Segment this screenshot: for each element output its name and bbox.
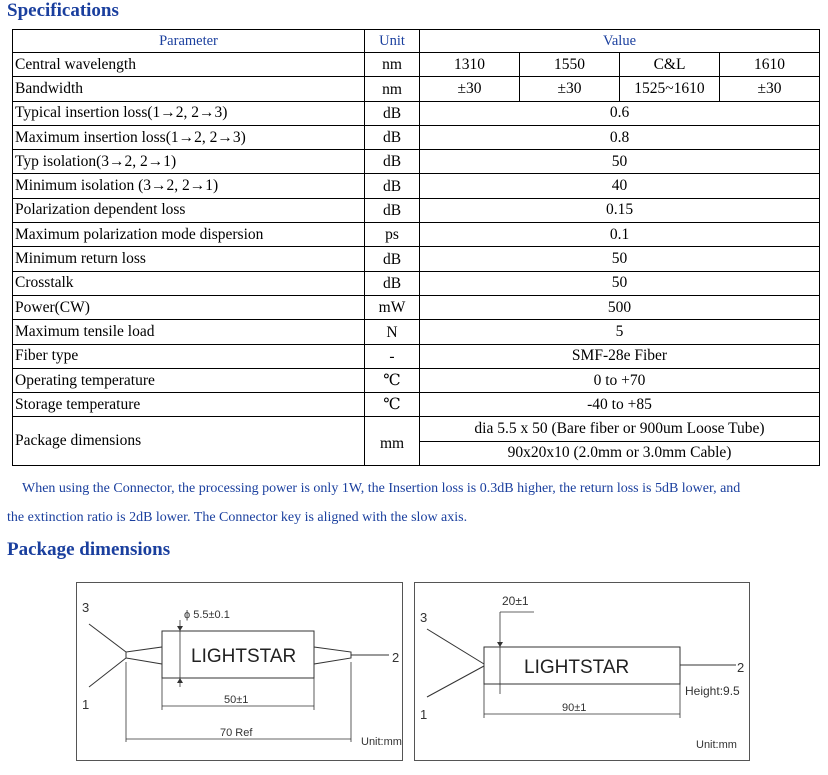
parameter-value: dia 5.5 x 50 (Bare fiber or 900um Loose Tube) [420,417,820,441]
table-row [13,247,820,271]
table-row [13,320,820,344]
parameter-unit: dB [365,125,420,149]
table-row [13,368,820,392]
unit-label: Unit:mm [361,736,402,748]
parameter-value: 50 [420,150,820,174]
parameter-unit: dB [365,198,420,222]
table-row [13,150,820,174]
parameter-value: 0.1 [420,223,820,247]
brand-logo-text: LIGHTSTAR [191,646,297,667]
parameter-unit: ℃ [365,393,420,417]
parameter-name: Power(CW) [13,295,365,319]
parameter-unit: ℃ [365,368,420,392]
table-row [13,125,820,149]
parameter-value: 500 [420,295,820,319]
diameter-label: ϕ 5.5±0.1 [184,609,230,621]
parameter-value: 50 [420,247,820,271]
header-parameter: Parameter [13,30,365,53]
parameter-name: Package dimensions [13,417,365,466]
length-label: 90±1 [562,702,587,714]
table-row [13,344,820,368]
unit-label: Unit:mm [696,739,737,751]
parameter-unit: mm [365,417,420,466]
parameter-value: 5 [420,320,820,344]
parameter-value: 0.6 [420,101,820,125]
parameter-name: Polarization dependent loss [13,198,365,222]
parameter-name: Maximum polarization mode dispersion [13,223,365,247]
cylindrical-package-diagram [76,582,403,761]
specifications-table [12,29,820,466]
parameter-value: 90x20x10 (2.0mm or 3.0mm Cable) [420,441,820,465]
header-value: Value [420,30,820,53]
table-row [13,223,820,247]
parameter-value: 40 [420,174,820,198]
connector-note-line-2: the extinction ratio is 2dB lower. The Connector key is aligned with the slow axis. [7,510,468,525]
port-2-label: 2 [737,660,745,675]
parameter-value: -40 to +85 [420,393,820,417]
port-2-label: 2 [392,650,400,665]
parameter-value: SMF-28e Fiber [420,344,820,368]
table-row [13,295,820,319]
parameter-name: Central wavelength [13,53,365,77]
parameter-unit: dB [365,247,420,271]
table-row [13,198,820,222]
body-length-label: 50±1 [224,694,249,706]
total-length-label: 70 Ref [220,727,253,739]
parameter-name: Typical insertion loss(1→2, 2→3) [13,101,365,125]
table-row [13,101,820,125]
parameter-unit: nm [365,53,420,77]
parameter-value: C&L [620,53,720,77]
table-row [13,417,820,441]
table-row [13,53,820,77]
port-1-label: 1 [420,707,428,722]
parameter-value: ±30 [420,77,520,101]
parameter-unit: dB [365,101,420,125]
parameter-value: 1610 [720,53,820,77]
port-1-label: 1 [82,697,90,712]
parameter-value: 1310 [420,53,520,77]
parameter-value: 50 [420,271,820,295]
specifications-heading: Specifications [7,0,119,21]
package-dimensions-heading: Package dimensions [7,539,171,560]
parameter-name: Operating temperature [13,368,365,392]
parameter-value: 0.8 [420,125,820,149]
port-3-label: 3 [82,600,90,615]
parameter-name: Minimum return loss [13,247,365,271]
brand-logo-text: LIGHTSTAR [524,657,630,678]
parameter-value: 1525~1610 [620,77,720,101]
width-label: 20±1 [502,594,529,608]
parameter-unit: dB [365,150,420,174]
parameter-name: Maximum tensile load [13,320,365,344]
connector-note-line-1: When using the Connector, the processing power is only 1W, the Insertion loss is 0.3dB higher, the return loss is 5dB lower, and [22,481,741,496]
parameter-name: Storage temperature [13,393,365,417]
table-row [13,393,820,417]
port-3-label: 3 [420,610,428,625]
box-package-diagram [414,582,750,761]
table-row [13,77,820,101]
parameter-unit: ps [365,223,420,247]
parameter-name: Crosstalk [13,271,365,295]
parameter-value: 0 to +70 [420,368,820,392]
parameter-value: 0.15 [420,198,820,222]
table-row [13,174,820,198]
parameter-name: Typ isolation(3→2, 2→1) [13,150,365,174]
parameter-unit: dB [365,174,420,198]
parameter-value: ±30 [520,77,620,101]
parameter-unit: - [365,344,420,368]
parameter-unit: nm [365,77,420,101]
parameter-unit: dB [365,271,420,295]
parameter-value: ±30 [720,77,820,101]
table-header-row [13,30,820,53]
parameter-name: Fiber type [13,344,365,368]
parameter-value: 1550 [520,53,620,77]
parameter-unit: N [365,320,420,344]
parameter-unit: mW [365,295,420,319]
parameter-name: Bandwidth [13,77,365,101]
parameter-name: Minimum isolation (3→2, 2→1) [13,174,365,198]
parameter-name: Maximum insertion loss(1→2, 2→3) [13,125,365,149]
table-row [13,271,820,295]
height-label: Height:9.5 [685,684,740,698]
header-unit: Unit [365,30,420,53]
